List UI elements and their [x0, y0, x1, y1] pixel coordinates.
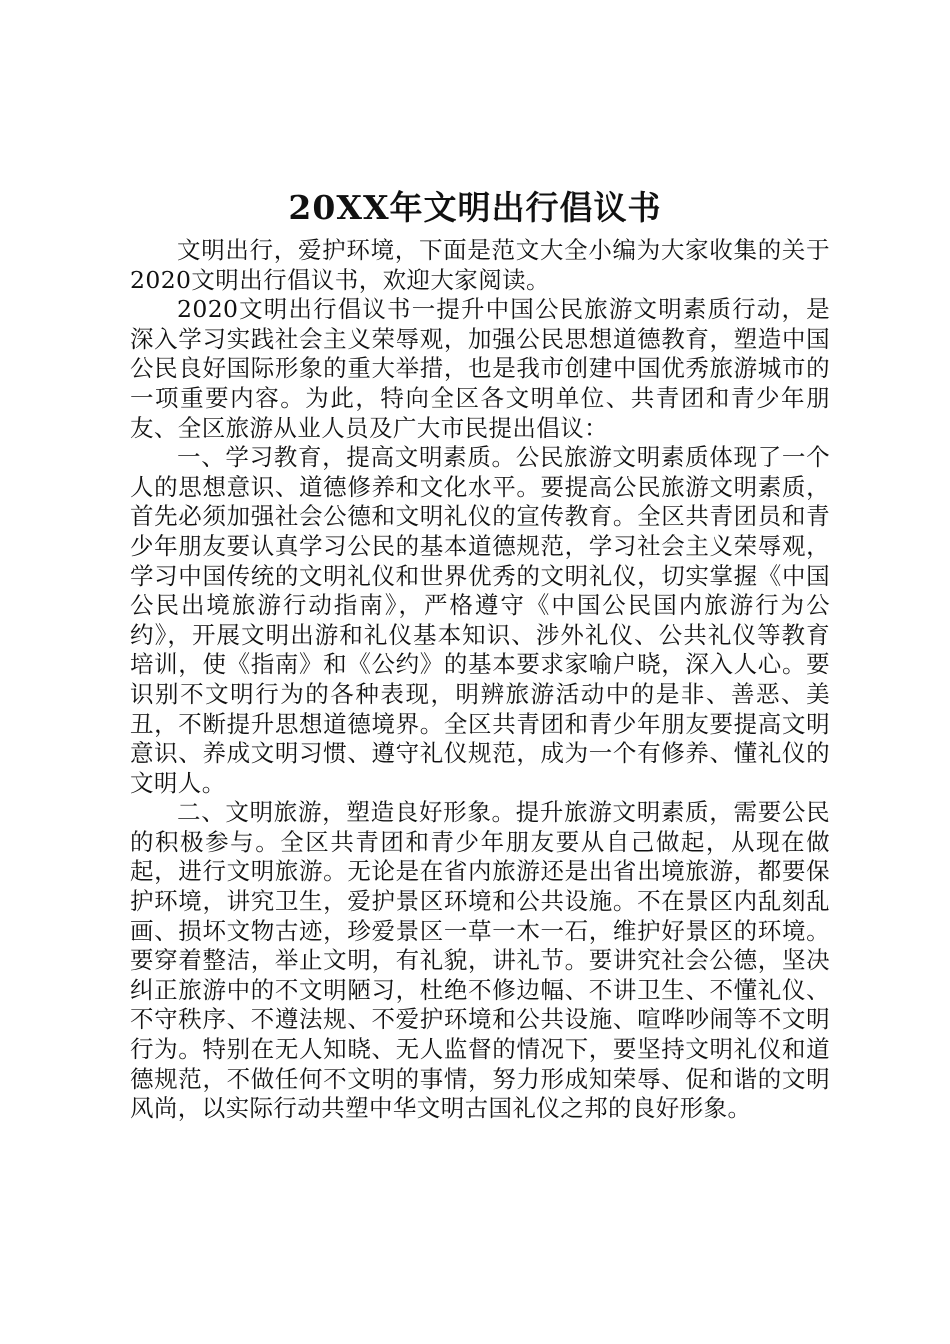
paragraph-intro: 文明出行，爱护环境，下面是范文大全小编为大家收集的关于2020文明出行倡议书，欢迎大家阅读。: [130, 236, 830, 294]
paragraph-section-two: 二、文明旅游，塑造良好形象。提升旅游文明素质，需要公民的积极参与。全区共青团和青少年朋友要从自己做起，从现在做起，进行文明旅游。无论是在省内旅游还是出省出境旅游，都要保护环境，讲究卫生，爱护景区环境和公共设施。不在景区内乱刻乱画、损坏文物古迹，珍爱景区一草一木一石，维护好景区的环境。要穿着整洁，举止文明，有礼貌，讲礼节。要讲究社会公德，坚决纠正旅游中的不文明陋习，杜绝不修边幅、不讲卫生、不懂礼仪、不守秩序、不遵法规、不爱护环境和公共设施、喧哗吵闹等不文明行为。特别在无人知晓、无人监督的情况下，要坚持文明礼仪和道德规范，不做任何不文明的事情，努力形成知荣辱、促和谐的文明风尚，以实际行动共塑中华文明古国礼仪之邦的良好形象。: [130, 798, 830, 1123]
document-title: 20XX年文明出行倡议书: [288, 188, 662, 227]
paragraph-background: 2020文明出行倡议书一提升中国公民旅游文明素质行动，是深入学习实践社会主义荣辱观，加强公民思想道德教育，塑造中国公民良好国际形象的重大举措，也是我市创建中国优秀旅游城市的一项重要内容。为此，特向全区各文明单位、共青团和青少年朋友、全区旅游从业人员及广大市民提出倡议：: [130, 295, 830, 442]
paragraph-section-one: 一、学习教育，提高文明素质。公民旅游文明素质体现了一个人的思想意识、道德修养和文化水平。要提高公民旅游文明素质，首先必须加强社会公德和文明礼仪的宣传教育。全区共青团员和青少年朋友要认真学习公民的基本道德规范，学习社会主义荣辱观，学习中国传统的文明礼仪和世界优秀的文明礼仪，切实掌握《中国公民出境旅游行动指南》，严格遵守《中国公民国内旅游行为公约》，开展文明出游和礼仪基本知识、涉外礼仪、公共礼仪等教育培训，使《指南》和《公约》的基本要求家喻户晓，深入人心。要识别不文明行为的各种表现，明辨旅游活动中的是非、善恶、美丑，不断提升思想道德境界。全区共青团和青少年朋友要提高文明意识、养成文明习惯、遵守礼仪规范，成为一个有修养、懂礼仪的文明人。: [130, 443, 830, 797]
document-body: [130, 236, 830, 1124]
